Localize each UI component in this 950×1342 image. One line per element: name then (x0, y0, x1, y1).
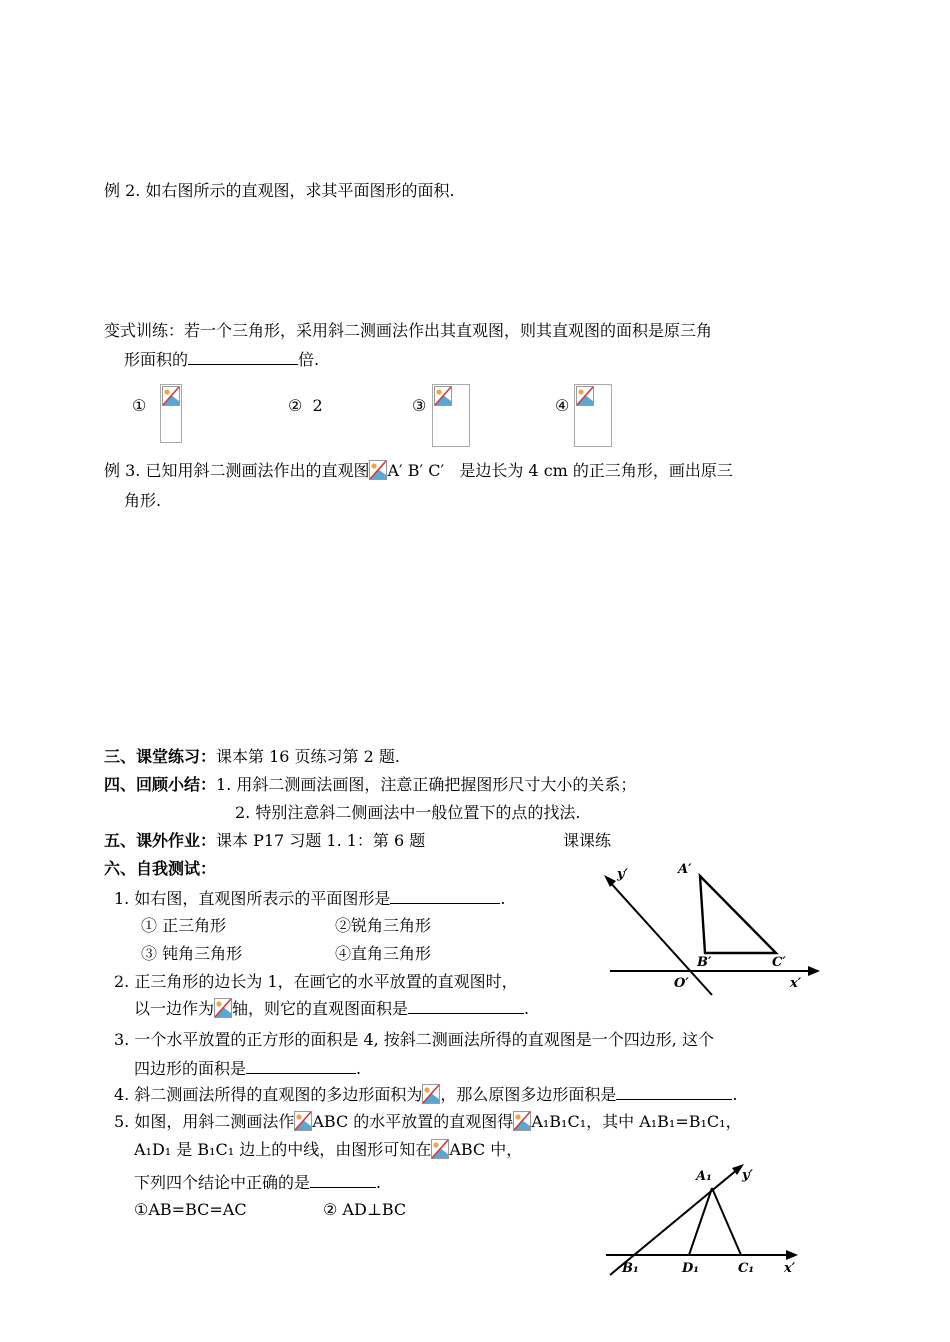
variant-option-1-image (160, 384, 182, 443)
example3-line1-end: 是边长为 4 cm 的正三角形，画出原三 (459, 461, 733, 480)
example2-text: 例 2. 如右图所示的直观图，求其平面图形的面积. (104, 181, 455, 200)
q5-line2-end: ABC 中， (449, 1140, 523, 1159)
q2-line2-start: 以一边作为 (134, 999, 215, 1018)
label-b1: B₁ (622, 1261, 639, 1276)
figure-1-diagram (590, 855, 830, 1000)
q5-line1 (114, 1111, 742, 1133)
label-c1: C₁ (738, 1261, 755, 1276)
section5-heading: 五、课外作业： (104, 831, 217, 850)
label-a1: A₁ (696, 1169, 712, 1184)
section5 (104, 830, 425, 852)
q4-end: . (732, 1085, 738, 1104)
q5-line1-end: A₁B₁C₁，其中 A₁B₁=B₁C₁， (531, 1112, 742, 1131)
broken-image-icon (513, 1111, 531, 1131)
label-y: y′ (742, 1168, 753, 1183)
example3-line1 (104, 460, 733, 482)
broken-image-icon (576, 386, 594, 406)
variant-option-3-image (432, 384, 470, 447)
section3-text: 课本第 16 页练习第 2 题. (216, 747, 400, 766)
q1-option-3: ③ 钝角三角形 (141, 944, 243, 963)
label-x: x′ (790, 976, 802, 991)
q2-line2 (134, 997, 529, 1020)
median-a1d1 (689, 1188, 712, 1255)
broken-image-icon (431, 1139, 449, 1159)
broken-image-icon (214, 998, 232, 1018)
q5-line1-start: 5. 如图，用斜二测画法作 (114, 1112, 295, 1131)
variant-option-2-value: 2 (312, 396, 323, 415)
label-c: C′ (772, 955, 786, 970)
label-y: y′ (617, 867, 628, 882)
x-axis-arrow (808, 966, 820, 976)
section4-item1: 1. 用斜二测画法画图，注意正确把握图形尺寸大小的关系； (216, 775, 637, 794)
q4-line (114, 1083, 737, 1106)
q4-text-start: 4. 斜二测画法所得的直观图的多边形面积为 (114, 1085, 423, 1104)
variant-line2-end: 倍. (298, 350, 320, 369)
variant-line2 (124, 348, 319, 371)
q5-line3-text: 下列四个结论中正确的是 (134, 1173, 311, 1192)
section3 (104, 746, 400, 768)
q1-blank[interactable] (390, 887, 500, 904)
q5-line3 (134, 1171, 381, 1194)
x-axis-arrow (786, 1250, 798, 1260)
section5-text: 课本 P17 习题 1. 1：第 6 题 (216, 831, 426, 850)
variant-blank[interactable] (188, 348, 298, 365)
q5-option-1: ①AB=BC=AC (134, 1200, 247, 1219)
variant-line2-start: 形面积的 (124, 350, 189, 369)
example3-line2: 角形. (124, 491, 162, 510)
y-axis-line (608, 880, 712, 995)
triangle (700, 876, 776, 953)
broken-image-icon (434, 386, 452, 406)
q4-blank[interactable] (616, 1083, 732, 1100)
section5-extra: 课课练 (563, 831, 612, 850)
side-a1c1 (712, 1188, 741, 1255)
figure-2-diagram (600, 1155, 810, 1280)
variant-option-1-label: ① (132, 396, 147, 415)
q3-line1: 3. 一个水平放置的正方形的面积是 4, 按斜二测画法所得的直观图是一个四边形, 这个 (114, 1030, 714, 1049)
q5-line3-end: . (376, 1173, 382, 1192)
variant-option-2-label: ② (288, 396, 303, 415)
section3-heading: 三、课堂练习： (104, 747, 217, 766)
q5-line2 (134, 1139, 522, 1161)
broken-image-icon (422, 1084, 440, 1104)
q1-option-2: ②锐角三角形 (335, 916, 432, 935)
q2-line1: 2. 正三角形的边长为 1，在画它的水平放置的直观图时， (114, 972, 518, 991)
variant-option-4-label: ④ (555, 396, 570, 415)
q3-blank[interactable] (246, 1057, 356, 1074)
q5-line1-mid: ABC 的水平放置的直观图得 (312, 1112, 514, 1131)
section4-heading: 四、回顾小结： (104, 775, 217, 794)
broken-image-icon (369, 460, 387, 480)
label-d1: D₁ (682, 1261, 699, 1276)
broken-image-icon (162, 386, 180, 406)
q1-end: . (500, 889, 506, 908)
variant-option-2 (288, 395, 323, 417)
example3-line1-start: 例 3. 已知用斜二测画法作出的直观图 (104, 461, 370, 480)
q1-option-4: ④直角三角形 (335, 944, 432, 963)
q2-end: . (524, 999, 530, 1018)
y-axis-line (610, 1169, 738, 1275)
section4 (104, 774, 636, 796)
variant-option-4-image (574, 384, 612, 447)
q3-line2-text: 四边形的面积是 (134, 1059, 247, 1078)
q1-text: 1. 如右图，直观图所表示的平面图形是 (114, 889, 391, 908)
label-x: x′ (784, 1261, 796, 1276)
label-o: O′ (674, 976, 689, 991)
q5-blank[interactable] (310, 1171, 376, 1188)
q4-text-mid: ，那么原图多边形面积是 (440, 1085, 617, 1104)
section4-item2: 2. 特别注意斜二侧画法中一般位置下的点的找法. (235, 803, 581, 822)
q2-line2-mid: 轴，则它的直观图面积是 (232, 999, 409, 1018)
label-b: B′ (697, 955, 712, 970)
q5-line2-start: A₁D₁ 是 B₁C₁ 边上的中线，由图形可知在 (134, 1140, 432, 1159)
q3-end: . (356, 1059, 362, 1078)
example3-triangle-name: A′ B′ C′ (387, 461, 445, 480)
q1-option-1: ① 正三角形 (141, 916, 227, 935)
y-axis-arrow (604, 875, 616, 887)
q5-option-2: ② AD⊥BC (323, 1200, 407, 1219)
section6-heading: 六、自我测试： (104, 859, 217, 878)
q1-line (114, 887, 505, 910)
broken-image-icon (294, 1111, 312, 1131)
label-a: A′ (678, 862, 692, 877)
variant-line1: 变式训练：若一个三角形，采用斜二测画法作出其直观图，则其直观图的面积是原三角 (104, 321, 713, 340)
q2-blank[interactable] (408, 997, 524, 1014)
variant-option-3-label: ③ (412, 396, 427, 415)
q3-line2 (134, 1057, 361, 1080)
